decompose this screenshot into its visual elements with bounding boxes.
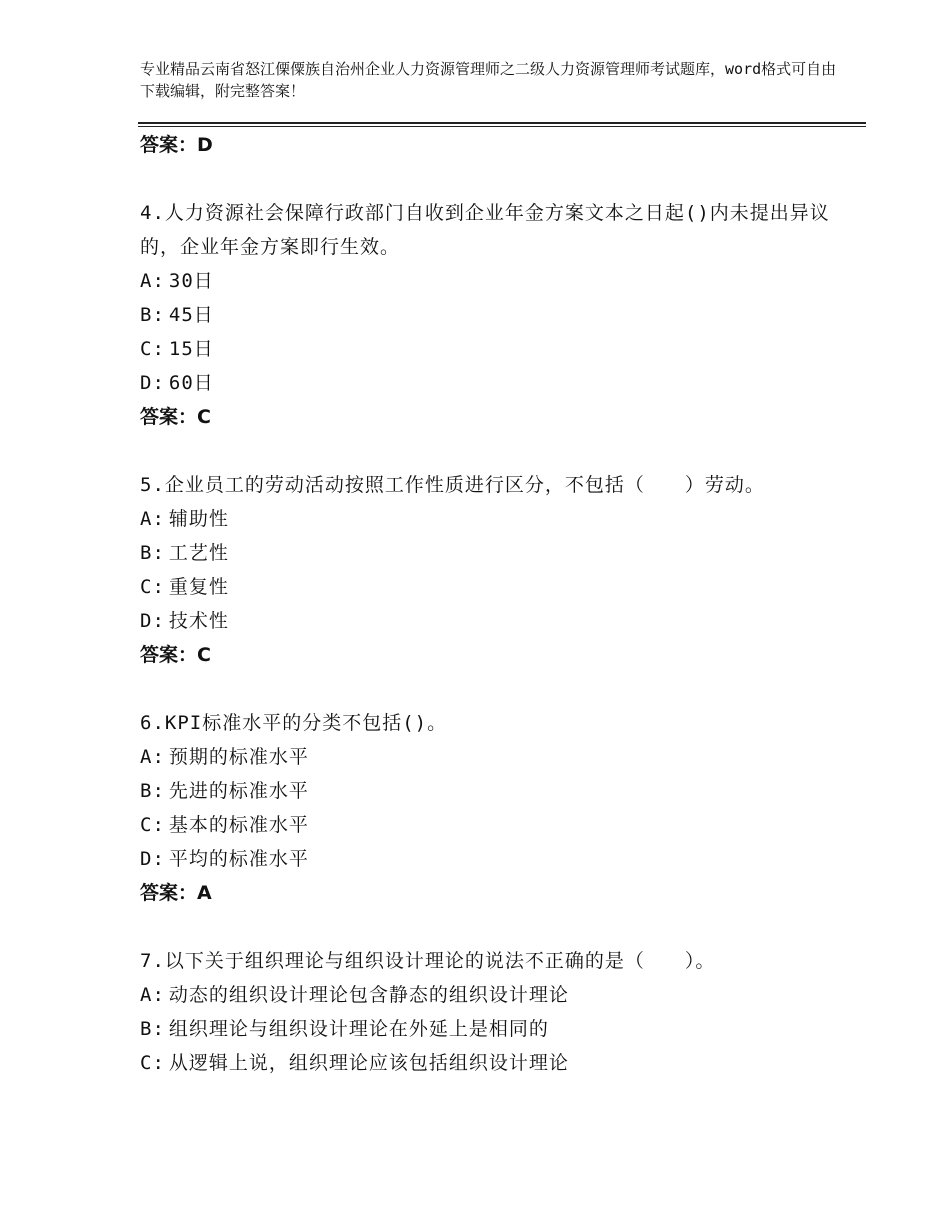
option-text: 技术性: [168, 610, 229, 632]
option-b: [140, 298, 840, 332]
option-c: [140, 570, 840, 604]
document-body: [140, 128, 840, 1080]
option-key: D:: [140, 610, 165, 632]
answer: 答案：C: [140, 644, 211, 666]
option-text: 基本的标准水平: [168, 814, 309, 836]
question-body: 人力资源社会保障行政部门自收到企业年金方案文本之日起()内未提出异议的，企业年金方案即行生效。: [140, 202, 830, 258]
answer: 答案：C: [140, 406, 211, 428]
question-5: [140, 468, 840, 672]
option-text: 从逻辑上说，组织理论应该包括组织设计理论: [168, 1052, 569, 1074]
option-text: 30日: [168, 270, 214, 292]
question-number: 7.: [140, 950, 165, 972]
option-d: [140, 604, 840, 638]
question-4: [140, 196, 840, 434]
question-body: 企业员工的劳动活动按照工作性质进行区分，不包括（ ）劳动。: [164, 474, 765, 496]
option-key: B:: [140, 304, 165, 326]
option-key: C:: [140, 338, 165, 360]
previous-answer: 答案：D: [140, 134, 213, 156]
option-text: 60日: [168, 372, 214, 394]
option-a: [140, 978, 840, 1012]
option-a: [140, 740, 840, 774]
option-a: [140, 264, 840, 298]
document-header: 专业精品云南省怒江傈僳族自治州企业人力资源管理师之二级人力资源管理师考试题库，word格式可自由下载编辑，附完整答案！: [140, 60, 837, 100]
question-text: [140, 706, 840, 740]
question-body: KPI标准水平的分类不包括()。: [164, 712, 448, 734]
option-text: 预期的标准水平: [168, 746, 309, 768]
question-number: 5.: [140, 474, 165, 496]
question-text: [140, 944, 840, 978]
header-rule-thick: [138, 122, 866, 124]
option-b: [140, 536, 840, 570]
option-key: A:: [140, 270, 165, 292]
option-key: A:: [140, 746, 165, 768]
option-key: D:: [140, 372, 165, 394]
option-key: D:: [140, 848, 165, 870]
header-rule-thin: [138, 126, 866, 127]
option-c: [140, 1046, 840, 1080]
option-key: B:: [140, 542, 165, 564]
option-text: 重复性: [168, 576, 229, 598]
option-text: 组织理论与组织设计理论在外延上是相同的: [168, 1018, 549, 1040]
option-key: C:: [140, 1052, 165, 1074]
option-text: 辅助性: [168, 508, 229, 530]
option-key: C:: [140, 576, 165, 598]
question-text: [140, 468, 840, 502]
option-key: C:: [140, 814, 165, 836]
question-7: [140, 944, 840, 1080]
option-d: [140, 842, 840, 876]
option-key: A:: [140, 984, 165, 1006]
option-text: 平均的标准水平: [168, 848, 309, 870]
answer: 答案：A: [140, 882, 212, 904]
question-number: 4.: [140, 202, 165, 224]
question-body: 以下关于组织理论与组织设计理论的说法不正确的是（ ）。: [164, 950, 716, 972]
option-text: 45日: [168, 304, 214, 326]
option-text: 动态的组织设计理论包含静态的组织设计理论: [168, 984, 569, 1006]
option-c: [140, 332, 840, 366]
option-c: [140, 808, 840, 842]
option-text: 15日: [168, 338, 214, 360]
option-text: 先进的标准水平: [168, 780, 309, 802]
option-key: B:: [140, 780, 165, 802]
option-b: [140, 1012, 840, 1046]
option-key: B:: [140, 1018, 165, 1040]
option-text: 工艺性: [168, 542, 229, 564]
option-d: [140, 366, 840, 400]
question-6: [140, 706, 840, 910]
option-a: [140, 502, 840, 536]
option-b: [140, 774, 840, 808]
question-number: 6.: [140, 712, 165, 734]
question-text: [140, 196, 840, 264]
option-key: A:: [140, 508, 165, 530]
